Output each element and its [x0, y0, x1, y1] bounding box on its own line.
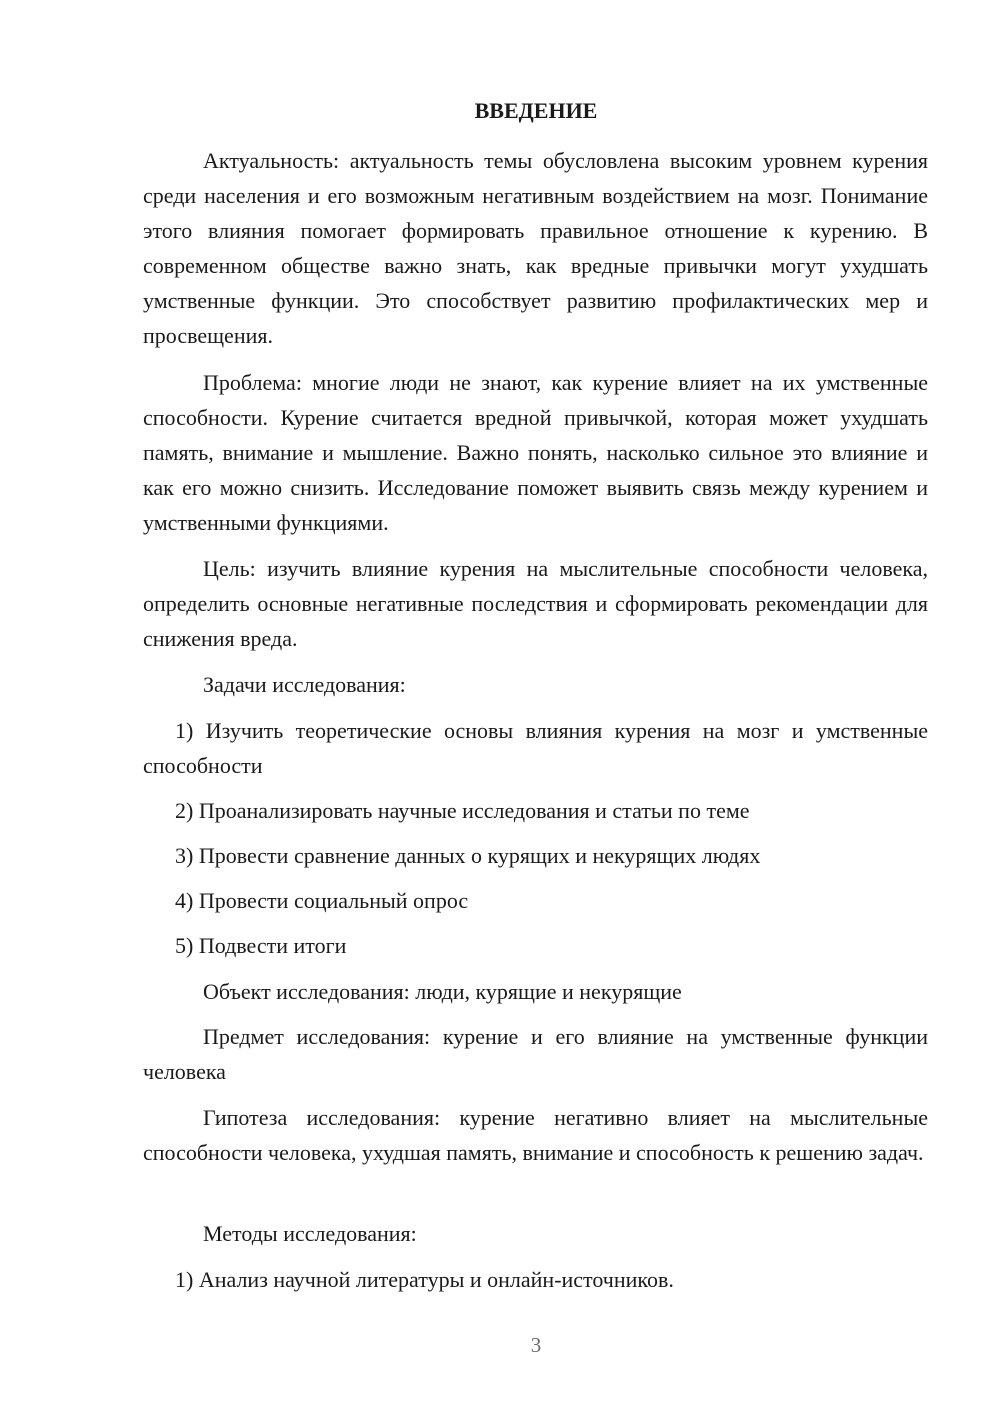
- goal-paragraph: Цель: изучить влияние курения на мыслительные способности человека, определить основные негативные последствия и сформировать рекомендации для снижения вреда.: [143, 556, 928, 651]
- page-number: 3: [530, 1333, 542, 1357]
- object-paragraph: Объект исследования: люди, курящие и некурящие: [203, 979, 682, 1004]
- subject-paragraph: Предмет исследования: курение и его влияние на умственные функции человека: [143, 1024, 928, 1084]
- task-item-2: 2) Проанализировать научные исследования и статьи по теме: [175, 798, 750, 823]
- tasks-heading: Задачи исследования:: [203, 672, 406, 697]
- relevance-paragraph: Актуальность: актуальность темы обусловлена высоким уровнем курения среди населения и его возможным негативным воздействием на мозг. Понимание этого влияния помогает формировать правильное отношение к курению. В современном обществе важно знать, как вредные привычки могут ухудшать умственные функции. Это способствует развитию профилактических мер и просвещения.: [143, 148, 928, 348]
- section-title: ВВЕДЕНИЕ: [474, 98, 598, 123]
- task-item-4: 4) Провести социальный опрос: [175, 888, 469, 913]
- methods-heading: Методы исследования:: [203, 1221, 417, 1246]
- task-item-5: 5) Подвести итоги: [175, 933, 347, 958]
- task-item-3: 3) Провести сравнение данных о курящих и некурящих людях: [175, 843, 761, 868]
- hypothesis-paragraph: Гипотеза исследования: курение негативно влияет на мыслительные способности человека, ухудшая память, внимание и способность к решению задач.: [143, 1105, 928, 1165]
- task-item-1: 1) Изучить теоретические основы влияния курения на мозг и умственные способности: [143, 718, 928, 778]
- method-item-1: 1) Анализ научной литературы и онлайн-источников.: [175, 1267, 674, 1292]
- problem-paragraph: Проблема: многие люди не знают, как курение влияет на их умственные способности. Курение считается вредной привычкой, которая может ухудшать память, внимание и мышление. Важно понять, насколько сильное это влияние и как его можно снизить. Исследование поможет выявить связь между курением и умственными функциями.: [143, 370, 928, 535]
